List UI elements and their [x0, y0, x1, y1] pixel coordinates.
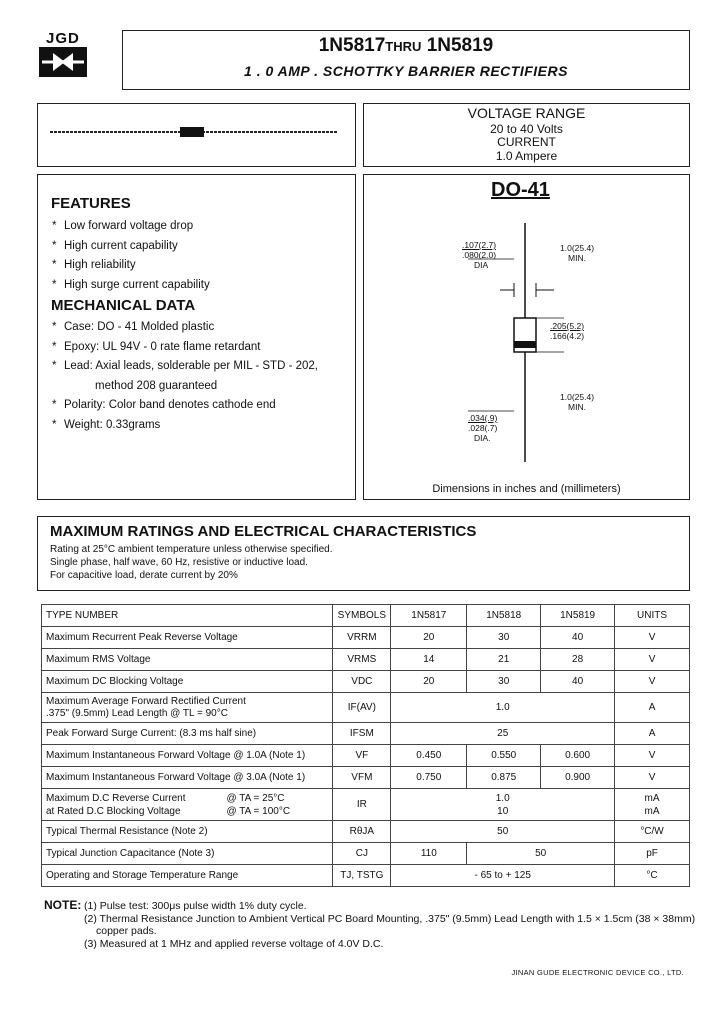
features-box: [37, 174, 356, 500]
package-drawing-box: [363, 174, 690, 500]
dim-wire-dia: .034(.9) .028(.7) DIA.: [468, 413, 498, 443]
package-outline-drawing: [364, 175, 689, 499]
diode-picture-box: [37, 103, 356, 167]
diode-logo-icon: [39, 47, 87, 77]
note-2: (2) Thermal Resistance Junction to Ambient Vertical PC Board Mounting, .375" (9.5mm) Lead Length with 1.5 × 1.5cm (38 × 38mm): [84, 912, 696, 925]
list-item: * Polarity: Color band denotes cathode end: [52, 399, 276, 411]
mechanical-heading: MECHANICAL DATA: [51, 297, 196, 314]
table-row: Maximum RMS Voltage VRMS 14 21 28 V: [42, 649, 690, 671]
features-list: [52, 217, 210, 295]
dimensions-caption: Dimensions in inches and (millimeters): [432, 483, 621, 495]
company-logo-text: JGD: [46, 30, 80, 47]
header-1n5819: 1N5819: [541, 605, 615, 627]
voltage-range-label: VOLTAGE RANGE: [467, 105, 586, 121]
header-1n5817: 1N5817: [391, 605, 467, 627]
package-name: DO-41: [491, 179, 550, 201]
current-label: CURRENT: [497, 135, 556, 149]
table-row: Maximum Instantaneous Forward Voltage @ 3.0A (Note 1) VFM 0.750 0.875 0.900 V: [42, 767, 690, 789]
notes-label: NOTE:: [44, 898, 82, 912]
dim-length-top: 1.0(25.4) MIN.: [560, 243, 595, 263]
table-row: Maximum Average Forward Rectified Current .375" (9.5mm) Lead Length @ TL = 90°C IF(AV) 1.0 A: [42, 693, 690, 723]
list-item: * Epoxy: UL 94V - 0 rate flame retardant: [52, 340, 261, 353]
table-row: Operating and Storage Temperature Range TJ, TSTG - 65 to + 125 °C: [42, 865, 690, 887]
note-3: (3) Measured at 1 MHz and applied reverse voltage of 4.0V D.C.: [84, 937, 384, 950]
dim-lead-dia: .107(2.7) .080(2.0) DIA: [462, 240, 497, 270]
table-row: Maximum Instantaneous Forward Voltage @ 1.0A (Note 1) VF 0.450 0.550 0.600 V: [42, 745, 690, 767]
table-row: Maximum DC Blocking Voltage VDC 20 30 40 V: [42, 671, 690, 693]
table-row: Typical Junction Capacitance (Note 3) CJ 110 50 pF: [42, 843, 690, 865]
dim-body-length: .205(5.2) .166(4.2): [550, 321, 585, 341]
list-item: * Low forward voltage drop: [52, 220, 194, 232]
header-type-number: TYPE NUMBER: [42, 605, 333, 627]
list-item: * High surge current capability: [52, 278, 210, 291]
list-item: * High current capability: [52, 239, 178, 252]
list-item: * High reliability: [52, 259, 136, 271]
mechanical-list: [52, 318, 318, 435]
notes-list: [84, 900, 695, 950]
ratings-conditions: Rating at 25°C ambient temperature unless otherwise specified. Single phase, half wave, 60 Hz, resistive or inductive load. For capacitive load, derate current by 20%: [50, 544, 333, 581]
dim-length-bottom: 1.0(25.4) MIN.: [560, 392, 595, 412]
table-row: Maximum D.C Reverse Current @ TA = 25°C at Rated D.C Blocking Voltage @ TA = 100°C IR 1.0 10 mA mA: [42, 789, 690, 821]
product-subtitle: 1 . 0 AMP . SCHOTTKY BARRIER RECTIFIERS: [244, 63, 568, 79]
table-row: Maximum Recurrent Peak Reverse Voltage VRRM 20 30 40 V: [42, 627, 690, 649]
list-item: * Weight: 0.33grams: [52, 418, 161, 431]
ratings-table: [41, 604, 690, 887]
features-heading: FEATURES: [51, 195, 131, 212]
table-header-row: [42, 605, 690, 627]
ratings-box: [37, 516, 690, 591]
header-symbols: SYMBOLS: [333, 605, 391, 627]
voltage-range-box: [363, 103, 690, 167]
note-1: (1) Pulse test: 300μs pulse width 1% duty cycle.: [84, 900, 307, 912]
current-value: 1.0 Ampere: [495, 149, 558, 163]
list-item: * Case: DO - 41 Molded plastic: [52, 321, 215, 333]
table-row: Peak Forward Surge Current: (8.3 ms half sine) IFSM 25 A: [42, 723, 690, 745]
list-item: method 208 guaranteed: [95, 379, 218, 392]
header-1n5818: 1N5818: [467, 605, 541, 627]
note-2-continued: copper pads.: [96, 925, 157, 937]
title-box: [122, 30, 690, 90]
part-number-title: 1N5817THRU 1N5819: [318, 35, 494, 56]
list-item: * Lead: Axial leads, solderable per MIL - STD - 202,: [52, 360, 318, 372]
ratings-heading: MAXIMUM RATINGS AND ELECTRICAL CHARACTERISTICS: [50, 523, 477, 540]
company-name-footer: JINAN GUDE ELECTRONIC DEVICE CO., LTD.: [511, 968, 684, 977]
header-units: UNITS: [615, 605, 690, 627]
voltage-range-value: 20 to 40 Volts: [490, 122, 563, 136]
table-row: Typical Thermal Resistance (Note 2) RθJA 50 °C/W: [42, 821, 690, 843]
axial-diode-image: [38, 104, 355, 166]
